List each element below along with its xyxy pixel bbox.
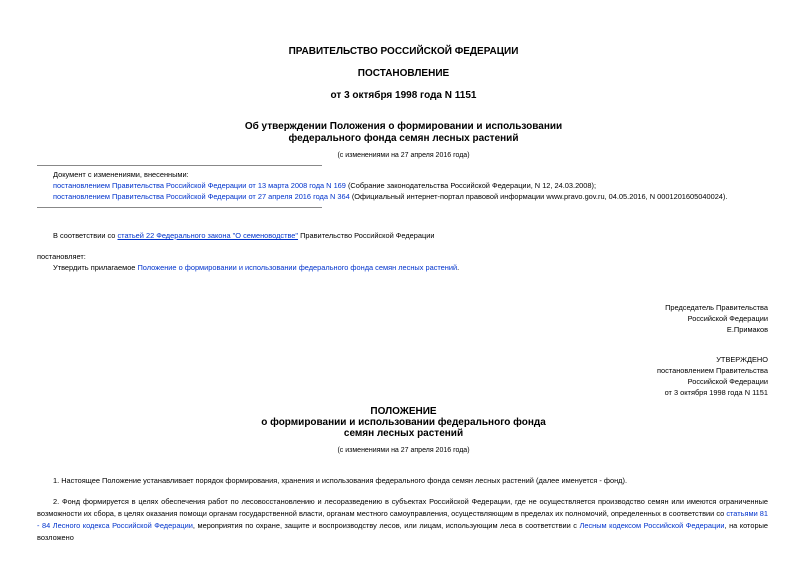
- paragraph-2-mid: , мероприятия по охране, защите и воспроизводству лесов, или лицам, использующим леса в соответствии с: [192, 521, 580, 530]
- title-line-2: федерального фонда семян лесных растений: [288, 133, 519, 144]
- amended-note: (с изменениями на 27 апреля 2016 года): [337, 152, 470, 159]
- paragraph-2-start: 2. Фонд формируется в целях обеспечения работ по лесовосстановлению и лесоразведению в субъектах Российской Федерации, где не осуществляется производство семян или имеются ограниченные возможности их сбора, в целях оказания помощи органам государственной власти, органам местного самоуправления, осуществляющим в пределах их полномочий, определенных в соответствии со: [37, 497, 768, 518]
- doc-type-heading: ПОСТАНОВЛЕНИЕ: [357, 68, 450, 79]
- changes-intro: Документ с изменениями, внесенными:: [53, 170, 189, 179]
- change-link-2[interactable]: постановлением Правительства Российской Федерации от 27 апреля 2016 года N 364: [53, 192, 350, 201]
- changes-item-2: [53, 192, 727, 201]
- regulation-link[interactable]: Положение о формировании и использовании федерального фонда семян лесных растений: [137, 263, 458, 272]
- approved-label: УТВЕРЖДЕНО: [716, 355, 768, 364]
- preamble: [53, 231, 434, 240]
- approve-prefix: Утвердить прилагаемое: [53, 263, 138, 272]
- forest-code-link[interactable]: Лесным кодексом Российской Федерации: [579, 521, 725, 530]
- change-tail-2: (Официальный интернет-портал правовой информации www.pravo.gov.ru, 04.05.2016, N 0001201605040024).: [349, 192, 728, 201]
- regulation-amended-note: (с изменениями на 27 апреля 2016 года): [337, 447, 470, 454]
- divider-bottom: [37, 207, 322, 208]
- decides-text: постановляет:: [37, 252, 86, 261]
- paragraph-1: 1. Настоящее Положение устанавливает порядок формирования, хранения и использования федерального фонда семян лесных растений (далее именуется - фонд).: [53, 476, 627, 485]
- preamble-suffix: Правительство Российской Федерации: [298, 231, 435, 240]
- approve-sentence: [53, 263, 459, 272]
- divider-top: [37, 165, 322, 166]
- approved-country: Российской Федерации: [687, 377, 768, 386]
- regulation-subtitle-1: о формировании и использовании федерального фонда: [261, 417, 546, 428]
- paragraph-2: [37, 496, 768, 544]
- signature-name: Е.Примаков: [726, 325, 768, 334]
- approve-suffix: .: [457, 263, 460, 272]
- title-line-1: Об утверждении Положения о формировании и использовании: [244, 121, 563, 132]
- paragraph-2-end: , на которые возложено: [37, 521, 769, 542]
- change-link-1[interactable]: постановлением Правительства Российской Федерации от 13 марта 2008 года N 169: [53, 181, 346, 190]
- signature-title: Председатель Правительства: [665, 303, 768, 312]
- approved-date: от 3 октября 1998 года N 1151: [664, 388, 768, 397]
- regulation-title: ПОЛОЖЕНИЕ: [370, 406, 437, 417]
- change-tail-1: (Собрание законодательства Российской Федерации, N 12, 24.03.2008);: [345, 181, 597, 190]
- government-heading: ПРАВИТЕЛЬСТВО РОССИЙСКОЙ ФЕДЕРАЦИИ: [288, 46, 519, 57]
- changes-item-1: [53, 181, 596, 190]
- signature-country: Российской Федерации: [687, 314, 768, 323]
- date-heading: от 3 октября 1998 года N 1151: [330, 90, 477, 101]
- forest-code-articles-link[interactable]: статьями 81 - 84 Лесного кодекса Российской Федерации: [37, 509, 768, 530]
- law-link[interactable]: статьей 22 Федерального закона "О семеноводстве": [117, 231, 299, 240]
- approved-by: постановлением Правительства: [657, 366, 768, 375]
- preamble-prefix: В соответствии со: [53, 231, 118, 240]
- regulation-subtitle-2: семян лесных растений: [343, 428, 464, 439]
